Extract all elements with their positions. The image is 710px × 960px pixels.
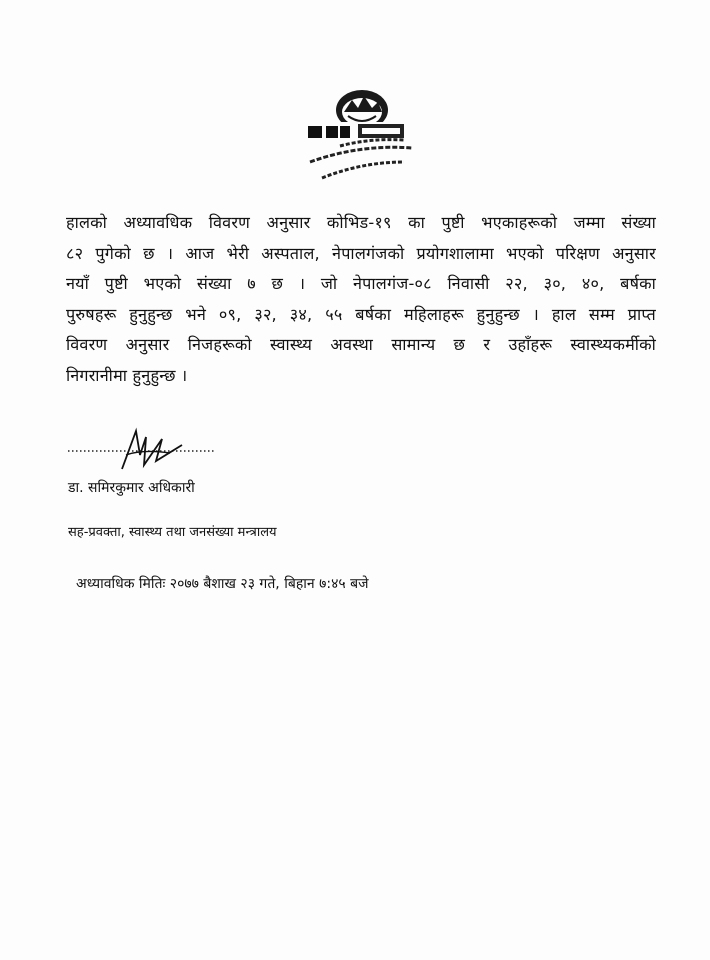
body-line: नयाँ पुष्टी भएको संख्या ७ छ । जो नेपालगंज-०८ निवासी २२, ३०, ४०, बर्षका	[66, 274, 656, 293]
signature-graphic	[66, 425, 216, 477]
press-release-seal	[300, 82, 420, 192]
seal-graphic	[300, 82, 420, 192]
handwritten-signature	[66, 425, 216, 477]
body-line: पुरुषहरू हुनुहुन्छ भने ०९, ३२, ३४, ५५ बर्षका महिलाहरू हुनुहुन्छ । हाल सम्म प्राप्त	[66, 304, 656, 324]
press-release-body	[66, 208, 656, 391]
signatory-name: डा. समिरकुमार अधिकारी	[68, 480, 195, 496]
update-timestamp: अध्यावधिक मितिः २०७७ बैशाख २३ गते, बिहान ७:४५ बजे	[76, 576, 369, 592]
body-line: हालको अध्यावधिक विवरण अनुसार कोभिड-१९ का पुष्टी भएकाहरूको जम्मा संख्या	[66, 213, 656, 232]
signatory-title: सह-प्रवक्ता, स्वास्थ्य तथा जनसंख्या मन्त्रालय	[68, 525, 277, 540]
body-line: विवरण अनुसार निजहरूको स्वास्थ्य अवस्था सामान्य छ र उहाँहरू स्वास्थ्यकर्मीको	[66, 335, 656, 354]
body-line: ८२ पुगेको छ । आज भेरी अस्पताल, नेपालगंजको प्रयोगशालामा भएको परिक्षण अनुसार	[66, 243, 656, 263]
body-line: निगरानीमा हुनुहुन्छ ।	[66, 365, 188, 385]
